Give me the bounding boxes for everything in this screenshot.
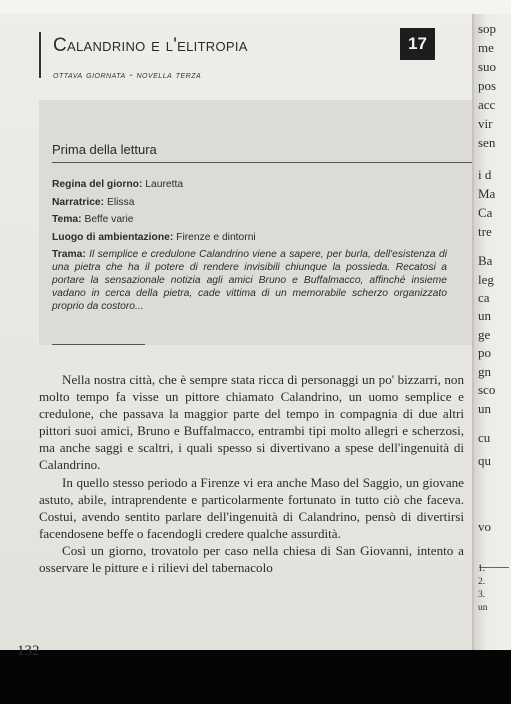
story-paragraph: Nella nostra città, che è sempre stata ricca di personaggi un po' bizzarri, non molto tempo fa visse un pittore chiamato Calandrino, un uomo semplice e credulone, che passava la maggior parte del tempo in compagnia di due altri pittori suoi amici, Bruno e Buffalmacco, entrambi tipi molto allegri e scherzosi, ma anche saggi e scaltri, i quali spesso si divertivano a spese dell'ingenuità di Calandrino. xyxy=(39,372,464,473)
title-rule xyxy=(39,32,41,78)
footnote-number: 2. xyxy=(478,577,486,587)
edge-fragment: suo xyxy=(478,59,497,74)
edge-fragment: un xyxy=(478,401,491,416)
chapter-number-badge: 17 xyxy=(400,28,435,60)
chapter-subtitle: ottava giornata - novella terza xyxy=(53,69,202,81)
edge-fragment: sen xyxy=(478,135,496,150)
edge-fragment: Ca xyxy=(478,205,493,220)
edge-fragment: sop xyxy=(478,21,497,36)
edge-fragment: un xyxy=(478,308,491,323)
info-value: Beffe varie xyxy=(84,214,134,225)
info-label: Tema: xyxy=(52,214,82,225)
edge-fragment: i d xyxy=(478,167,492,182)
chapter-title: Calandrino e l'elitropia xyxy=(53,35,248,56)
info-label: Narratrice: xyxy=(52,196,105,208)
trama-label: Trama: xyxy=(52,249,86,260)
edge-fragment: un xyxy=(478,603,488,613)
left-book-page xyxy=(0,14,474,659)
info-item-regina xyxy=(52,178,447,191)
edge-fragment: pos xyxy=(478,78,497,93)
edge-fragment: gn xyxy=(478,364,491,379)
info-value: Firenze e dintorni xyxy=(176,231,256,243)
edge-fragment: qu xyxy=(478,453,491,468)
edge-fragment: acc xyxy=(478,97,496,112)
edge-fragment: Ma xyxy=(478,186,496,201)
box-end-rule xyxy=(52,344,145,345)
edge-fragment: cu xyxy=(478,430,491,445)
footnote-number: 3. xyxy=(478,590,486,600)
page-number: 132 xyxy=(17,643,40,659)
edge-fragment: po xyxy=(478,345,491,360)
right-book-page-edge xyxy=(474,14,511,650)
info-item-luogo xyxy=(52,231,447,244)
info-item-trama xyxy=(52,248,447,313)
box-body xyxy=(52,178,447,313)
top-edge xyxy=(0,0,511,14)
edge-fragment: me xyxy=(478,40,494,55)
pre-reading-box xyxy=(39,100,472,345)
story-text xyxy=(39,371,464,576)
story-paragraph: In quello stesso periodo a Firenze vi era anche Maso del Saggio, un giovane astuto, abile, intraprendente e particolarmente fortunato in tutto ciò che faceva. Costui, avendo sentito parlare dell'ingenuità di Calandrino, pensò di divertirsi facendosene beffe o facendogli credere qualche assurdità. xyxy=(39,474,464,541)
edge-fragment: ge xyxy=(478,327,491,342)
info-item-narratrice xyxy=(52,196,447,209)
info-value: Elissa xyxy=(106,196,135,208)
info-label: Luogo di ambientazione: xyxy=(52,231,174,243)
edge-fragment: vo xyxy=(478,519,491,534)
info-label: Regina del giorno: xyxy=(52,179,143,190)
edge-fragment: Ba xyxy=(478,253,493,268)
edge-fragment: ca xyxy=(478,290,490,305)
edge-fragment: sco xyxy=(478,382,496,397)
story-paragraph: Così un giorno, trovatolo per caso nella chiesa di San Giovanni, intento a osservare le pitture e i rilievi del tabernacolo xyxy=(39,542,464,576)
info-value: Lauretta xyxy=(145,179,184,190)
info-item-tema xyxy=(52,213,447,226)
footnote-number: 1. xyxy=(478,564,486,574)
edge-fragment: tre xyxy=(478,224,492,239)
edge-fragment: vir xyxy=(478,116,493,131)
edge-fragment: leg xyxy=(478,272,494,287)
box-divider xyxy=(52,162,472,163)
trama-text: Il semplice e credulone Calandrino viene a sapere, per burla, dell'esistenza di una pietra che ha il potere di rendere invisibili chiunque la possieda. Recatosi a portare la sensazionale notizia agli amici Bruno e Buffalmacco, affinché insieme vadano in cerca della pietra, cade vittima di un memorabile scherzo organizzato proprio da costoro... xyxy=(52,249,447,312)
box-heading: Prima della lettura xyxy=(52,142,157,157)
